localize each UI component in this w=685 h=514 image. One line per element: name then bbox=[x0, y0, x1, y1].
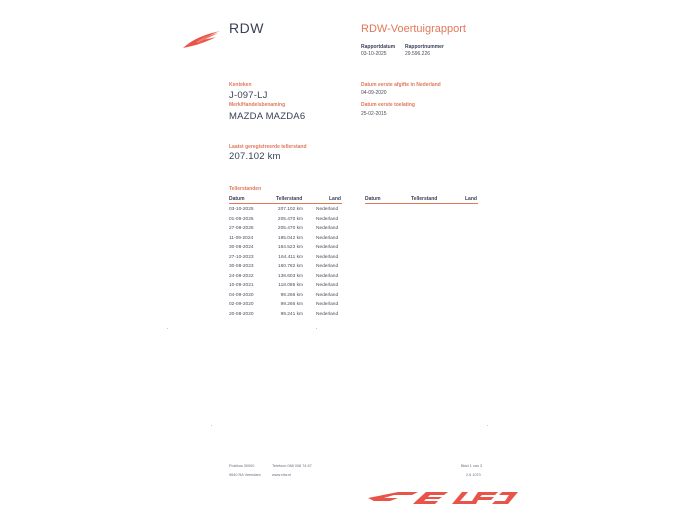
report-number: 29.596.226 bbox=[405, 51, 431, 57]
table-row bbox=[229, 226, 342, 233]
footer-version: 2.6 1070 bbox=[466, 473, 481, 477]
row-date: 24-08-2022 bbox=[229, 273, 254, 279]
make-value: MAZDA MAZDA6 bbox=[229, 111, 306, 122]
readings-section-label: Tellerstanden bbox=[229, 186, 262, 192]
row-country: Nederland bbox=[316, 264, 339, 269]
row-date: 27-10-2023 bbox=[229, 254, 254, 260]
table-row bbox=[229, 264, 342, 271]
row-date: 03-10-2025 bbox=[229, 207, 254, 212]
row-km: 99.266 km bbox=[280, 302, 303, 307]
col-km-left: Tellerstand bbox=[276, 196, 303, 202]
row-date: 01-09-2025 bbox=[229, 216, 254, 222]
report-title: RDW-Voertuigrapport bbox=[361, 23, 466, 35]
row-date: 02-09-2020 bbox=[229, 302, 254, 307]
row-km: 160.782 km bbox=[277, 264, 303, 269]
row-country: Nederland bbox=[316, 311, 339, 317]
table-rule-left bbox=[229, 203, 342, 204]
logo-text: RDW bbox=[229, 20, 264, 36]
table-row bbox=[229, 302, 342, 309]
col-date-right: Datum bbox=[365, 196, 381, 202]
scan-speck bbox=[316, 328, 317, 329]
table-row bbox=[229, 207, 342, 214]
row-country: Nederland bbox=[316, 245, 339, 250]
footer-website: www.rdw.nl bbox=[272, 473, 291, 477]
footer-postbus: Postbus 30000 bbox=[229, 464, 255, 468]
row-country: Nederland bbox=[316, 254, 339, 260]
row-country: Nederland bbox=[316, 302, 339, 307]
footer-page: Blad 1 van 3 bbox=[461, 464, 483, 468]
col-km-right: Tellerstand bbox=[411, 196, 438, 202]
first-issue-label: Datum eerste afgifte in Nederland bbox=[361, 82, 441, 88]
first-issue-value: 04-09-2020 bbox=[361, 90, 387, 96]
row-km: 205.470 km bbox=[277, 226, 303, 231]
row-country: Nederland bbox=[316, 273, 339, 279]
report-number-label: Rapportnummer bbox=[405, 44, 444, 50]
table-row bbox=[229, 312, 342, 319]
last-odometer-value: 207.102 km bbox=[229, 151, 281, 162]
row-km: 184.523 km bbox=[277, 245, 303, 250]
table-row bbox=[229, 245, 342, 252]
plate-value: J-097-LJ bbox=[229, 90, 268, 101]
row-km: 99.241 km bbox=[280, 311, 303, 317]
row-date: 30-08-2023 bbox=[229, 264, 254, 269]
col-date-left: Datum bbox=[229, 196, 245, 202]
row-date: 04-09-2020 bbox=[229, 292, 254, 298]
row-country: Nederland bbox=[316, 226, 339, 231]
report-date-label: Rapportdatum bbox=[361, 44, 396, 50]
first-admission-value: 25-02-2015 bbox=[361, 111, 387, 117]
plate-label: Kenteken bbox=[229, 82, 252, 88]
table-rule-right bbox=[365, 203, 478, 204]
table-row bbox=[229, 217, 342, 224]
row-date: 30-08-2024 bbox=[229, 245, 254, 250]
footer-address: 9640 RA Veendam bbox=[229, 473, 261, 477]
row-country: Nederland bbox=[316, 235, 339, 241]
rdw-logo-icon bbox=[182, 28, 222, 50]
col-country-left: Land bbox=[329, 196, 341, 202]
row-date: 11-09-2024 bbox=[229, 235, 254, 241]
row-km: 99.266 km bbox=[280, 292, 303, 298]
row-country: Nederland bbox=[316, 292, 339, 298]
first-admission-label: Datum eerste toelating bbox=[361, 102, 415, 108]
row-date: 10-09-2021 bbox=[229, 283, 254, 288]
row-date: 20-08-2020 bbox=[229, 311, 254, 317]
table-row bbox=[229, 283, 342, 290]
report-date: 03-10-2025 bbox=[361, 51, 387, 57]
row-date: 27-08-2025 bbox=[229, 226, 254, 231]
row-km: 207.102 km bbox=[277, 207, 303, 212]
scan-speck bbox=[167, 328, 168, 329]
row-km: 164.411 km bbox=[278, 254, 303, 260]
make-label: Merk/Handelsbenaming bbox=[229, 102, 286, 108]
row-km: 138.603 km bbox=[277, 273, 303, 279]
row-country: Nederland bbox=[316, 207, 339, 212]
table-row bbox=[229, 274, 342, 281]
table-row bbox=[229, 293, 342, 300]
table-row bbox=[229, 236, 342, 243]
footer-phone: Telefoon 088 008 74 67 bbox=[272, 464, 312, 468]
rdw-stripe-graphic bbox=[368, 490, 520, 506]
row-km: 185.042 km bbox=[277, 235, 303, 241]
row-km: 118.085 km bbox=[278, 283, 303, 288]
row-country: Nederland bbox=[316, 283, 339, 288]
last-odometer-label: Laatst geregistreerde tellerstand bbox=[229, 144, 307, 150]
row-country: Nederland bbox=[316, 216, 339, 222]
scan-speck bbox=[211, 425, 212, 426]
table-row bbox=[229, 255, 342, 262]
col-country-right: Land bbox=[465, 196, 477, 202]
scan-speck bbox=[487, 425, 488, 426]
row-km: 205.470 km bbox=[277, 216, 303, 222]
